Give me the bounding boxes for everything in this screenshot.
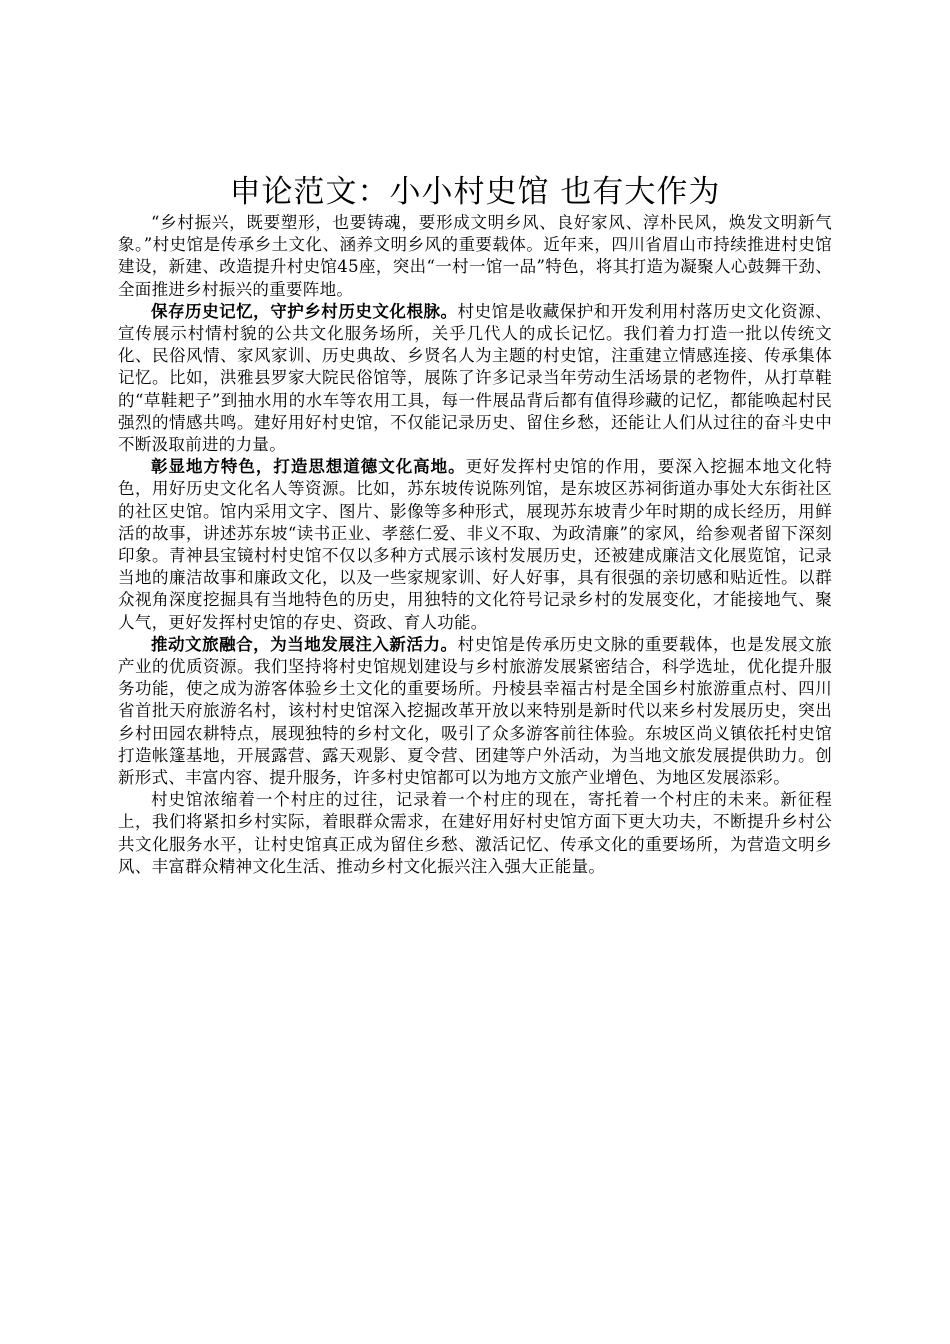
article-paragraph-history <box>118 301 832 456</box>
paragraph-body: 村史馆是收藏保护和开发利用村落历史文化资源、宣传展示村情村貌的公共文化服务场所，关乎几代人的成长记忆。我们着力打造一批以传统文化、民俗风情、家风家训、历史典故、乡贤名人为主题的村史馆，注重建立情感连接、传承集体记忆。比如，洪雅县罗家大院民俗馆等，展陈了许多记录当年劳动生活场景的老物件，从打草鞋的“草鞋耙子”到抽水用的水车等农用工具，每一件展品背后都有值得珍藏的记忆，都能唤起村民强烈的情感共鸣。建好用好村史馆，不仅能记录历史、留住乡愁，还能让人们从过往的奋斗史中不断汲取前进的力量。 <box>118 301 832 455</box>
paragraph-lead: 保存历史记忆，守护乡村历史文化根脉。 <box>151 301 458 321</box>
paragraph-lead: 推动文旅融合，为当地发展注入新活力。 <box>151 634 458 654</box>
paragraph-body: 更好发挥村史馆的作用，要深入挖掘本地文化特色，用好历史文化名人等资源。比如，苏东坡传说陈列馆，是东坡区苏祠街道办事处大东街社区的社区史馆。馆内采用文字、图片、影像等多种形式，展现苏东坡青少年时期的成长经历，用鲜活的故事，讲述苏东坡“读书正业、孝慈仁爱、非义不取、为政清廉”的家风，给参观者留下深刻印象。青神县宝镜村村史馆不仅以多种方式展示该村发展历史，还被建成廉洁文化展览馆，记录当地的廉洁故事和廉政文化，以及一些家规家训、好人好事，具有很强的亲切感和贴近性。以群众视角深度挖掘具有当地特色的历史，用独特的文化符号记录乡村的发展变化，才能接地气、聚人气，更好发挥村史馆的存史、资政、育人功能。 <box>118 457 832 632</box>
article-title: 申论范文：小小村史馆 也有大作为 <box>229 174 721 210</box>
paragraph-body: 村史馆浓缩着一个村庄的过往，记录着一个村庄的现在，寄托着一个村庄的未来。新征程上，我们将紧扣乡村实际，着眼群众需求，在建好用好村史馆方面下更大功夫，不断提升乡村公共文化服务水平，让村史馆真正成为留住乡愁、激活记忆、传承文化的重要场所，为营造文明乡风、丰富群众精神文化生活、推动乡村文化振兴注入强大正能量。 <box>118 790 832 876</box>
article-paragraph-conclusion <box>118 789 832 878</box>
article-paragraph-intro <box>118 212 832 301</box>
paragraph-body: 村史馆是传承历史文脉的重要载体，也是发展文旅产业的优质资源。我们坚持将村史馆规划建设与乡村旅游发展紧密结合，科学选址，优化提升服务功能，使之成为游客体验乡土文化的重要场所。丹棱县幸福古村是全国乡村旅游重点村、四川省首批天府旅游名村，该村村史馆深入挖掘改革开放以来特别是新时代以来乡村发展历史，突出乡村田园农耕特点，展现独特的乡村文化，吸引了众多游客前往体验。东坡区尚义镇依托村史馆打造帐篷基地，开展露营、露天观影、夏令营、团建等户外活动，为当地文旅发展提供助力。创新形式、丰富内容、提升服务，许多村史馆都可以为地方文旅产业增色、为地区发展添彩。 <box>118 634 832 788</box>
article-paragraph-culture <box>118 456 832 634</box>
article <box>118 172 832 878</box>
article-paragraph-tourism <box>118 634 832 789</box>
paragraph-lead: 彰显地方特色，打造思想道德文化高地。 <box>151 457 466 477</box>
paragraph-body: “乡村振兴，既要塑形，也要铸魂，要形成文明乡风、良好家风、淳朴民风，焕发文明新气象。”村史馆是传承乡土文化、涵养文明乡风的重要载体。近年来，四川省眉山市持续推进村史馆建设，新建、改造提升村史馆45座，突出“一村一馆一品”特色，将其打造为凝聚人心鼓舞干劲、全面推进乡村振兴的重要阵地。 <box>118 213 832 299</box>
